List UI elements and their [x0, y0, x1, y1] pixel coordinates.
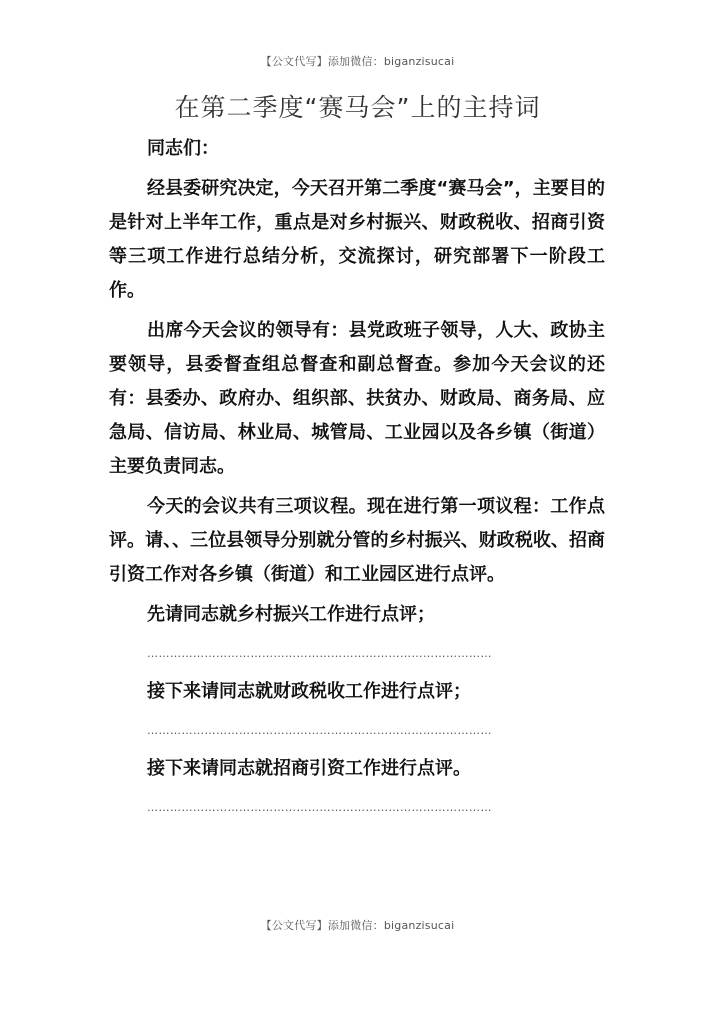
salutation: 同志们： [147, 138, 219, 159]
paragraph-attendees: 出席今天会议的领导有：县党政班子领导，人大、政协主要领导，县委督查组总督查和副总督查。参加今天会议的还有：县委办、政府办、组织部、扶贫办、财政局、商务局、应急局、信访局、林业局、城管局、工业园以及各乡镇（街道）主要负责同志。 [109, 320, 605, 477]
ellipsis-placeholder: ……………………………………………………………………………… [147, 647, 492, 660]
document-body [109, 132, 605, 815]
step-rural-revitalization: 先请同志就乡村振兴工作进行点评； [147, 604, 435, 625]
ellipsis-placeholder: ……………………………………………………………………………… [147, 724, 492, 737]
ellipsis-placeholder: ……………………………………………………………………………… [147, 801, 492, 814]
step-fiscal-tax: 接下来请同志就财政税收工作进行点评； [147, 681, 471, 702]
document-title: 在第二季度“赛马会”上的主持词 [174, 93, 541, 122]
paragraph-agenda: 今天的会议共有三项议程。现在进行第一项议程：工作点评。请、、三位县领导分别就分管的乡村振兴、财政税收、招商引资工作对各乡镇（街道）和工业园区进行点评。 [109, 496, 605, 585]
header-note: 【公文代写】添加微信：biganzisucai [260, 55, 455, 68]
footer-note: 【公文代写】添加微信：biganzisucai [260, 919, 455, 932]
paragraph-opening: 经县委研究决定，今天召开第二季度“赛马会”，主要目的是针对上半年工作，重点是对乡村振兴、财政税收、招商引资等三项工作进行总结分析，交流探讨，研究部署下一阶段工作。 [109, 178, 605, 301]
step-investment-promotion: 接下来请同志就招商引资工作进行点评。 [147, 758, 471, 779]
